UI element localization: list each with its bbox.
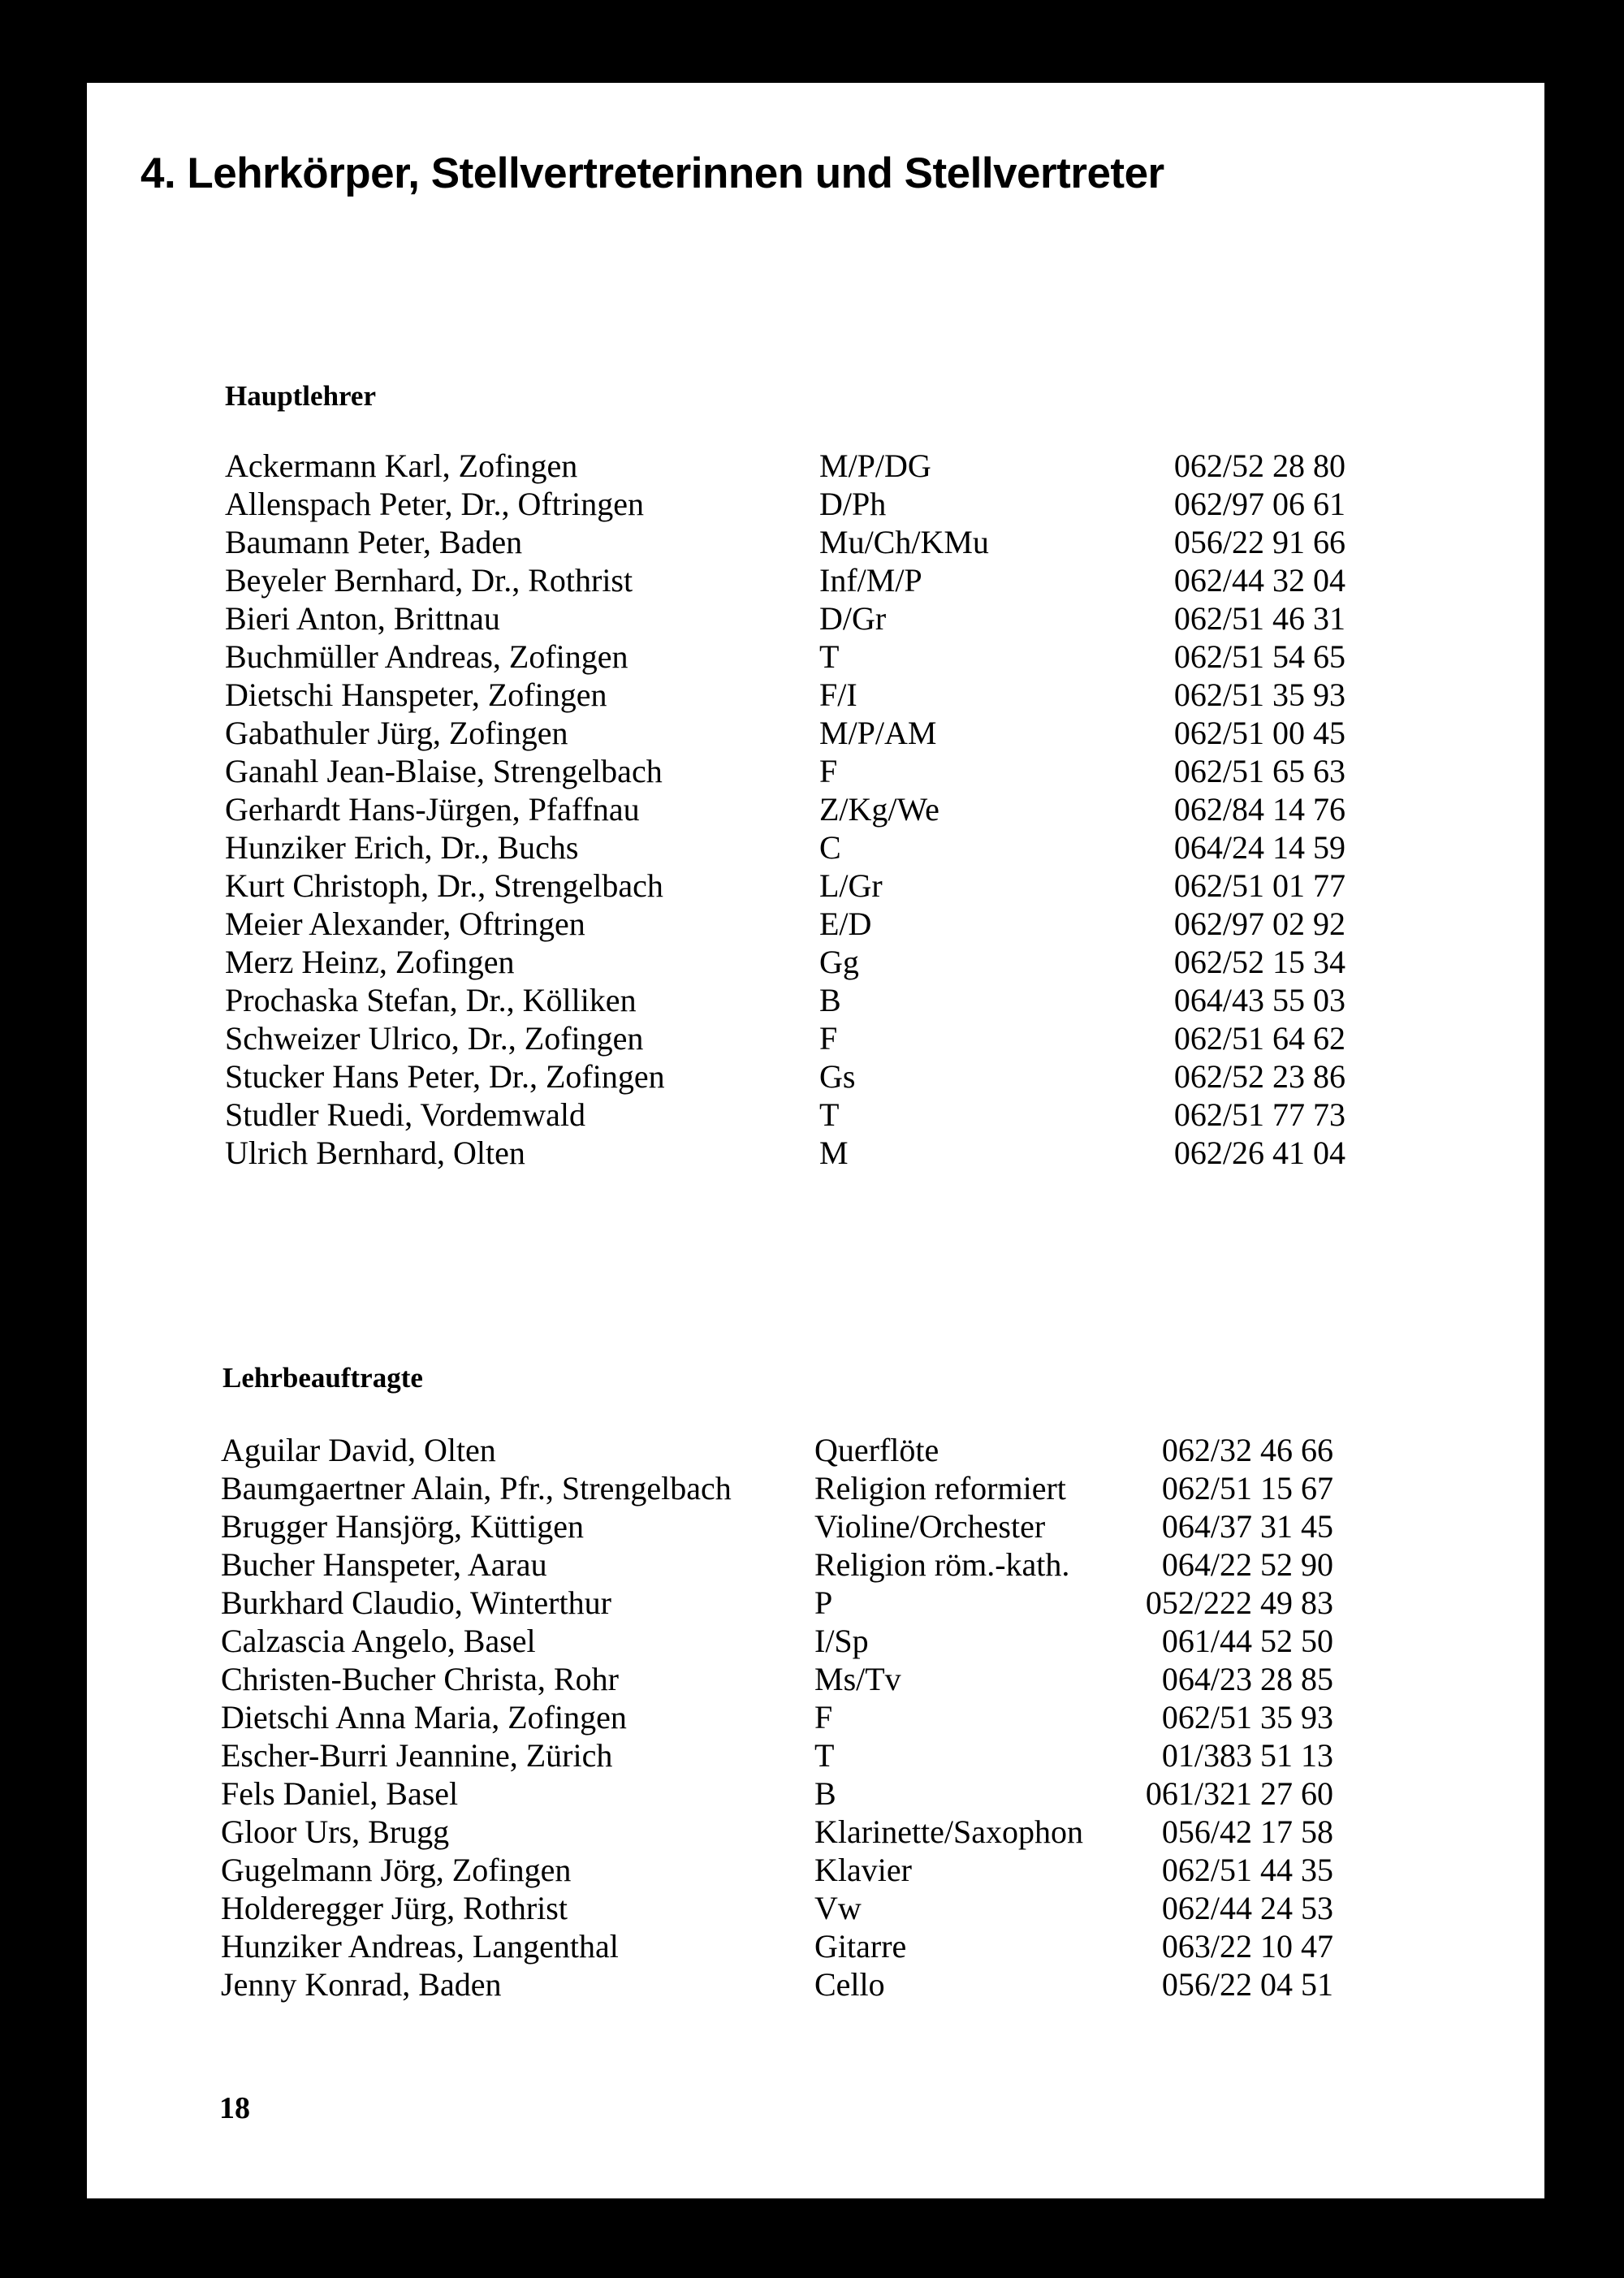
list-item bbox=[225, 943, 1345, 981]
subject-code: Violine/Orchester bbox=[814, 1508, 1046, 1545]
subject-code: Vw bbox=[814, 1890, 862, 1926]
person-name: Hunziker Erich, Dr., Buchs bbox=[225, 829, 579, 866]
phone-number: 062/97 06 61 bbox=[1173, 486, 1345, 522]
phone-number: 052/222 49 83 bbox=[1145, 1584, 1333, 1621]
subject-code: Inf/M/P bbox=[819, 562, 922, 599]
person-name: Ulrich Bernhard, Olten bbox=[225, 1135, 525, 1171]
phone-number: 062/51 77 73 bbox=[1173, 1096, 1345, 1133]
subject-code: Mu/Ch/KMu bbox=[819, 524, 989, 560]
person-name: Beyeler Bernhard, Dr., Rothrist bbox=[225, 562, 633, 599]
list-item bbox=[221, 1469, 1333, 1507]
subject-code: I/Sp bbox=[814, 1623, 869, 1659]
person-name: Merz Heinz, Zofingen bbox=[225, 944, 515, 980]
list-item bbox=[225, 447, 1345, 485]
list-item bbox=[221, 1813, 1333, 1851]
subject-code: Querflöte bbox=[814, 1432, 939, 1468]
list-item bbox=[225, 599, 1345, 638]
phone-number: 061/44 52 50 bbox=[1161, 1623, 1333, 1659]
phone-number: 062/32 46 66 bbox=[1161, 1432, 1333, 1468]
person-name: Bucher Hanspeter, Aarau bbox=[221, 1546, 547, 1583]
subject-code: Religion reformiert bbox=[814, 1470, 1066, 1506]
list-item bbox=[221, 1965, 1333, 2004]
subject-code: Religion röm.-kath. bbox=[814, 1546, 1070, 1583]
subject-code: Cello bbox=[814, 1966, 885, 2003]
subject-code: T bbox=[819, 638, 840, 675]
list-item bbox=[225, 1134, 1345, 1172]
subject-code: E/D bbox=[819, 906, 872, 942]
subject-code: M/P/DG bbox=[819, 447, 931, 484]
list-item bbox=[221, 1545, 1333, 1584]
phone-number: 062/44 32 04 bbox=[1173, 562, 1345, 599]
subject-code: T bbox=[814, 1737, 835, 1774]
subject-code: M/P/AM bbox=[819, 715, 937, 751]
list-item bbox=[221, 1660, 1333, 1698]
phone-number: 062/51 65 63 bbox=[1173, 753, 1345, 789]
subject-code: B bbox=[819, 982, 841, 1018]
phone-number: 064/23 28 85 bbox=[1161, 1661, 1333, 1697]
list-item bbox=[225, 752, 1345, 790]
list-item bbox=[221, 1698, 1333, 1736]
subject-code: F/I bbox=[819, 676, 857, 713]
phone-number: 062/51 64 62 bbox=[1173, 1020, 1345, 1057]
phone-number: 056/42 17 58 bbox=[1161, 1813, 1333, 1850]
list-item bbox=[221, 1507, 1333, 1545]
section-heading-lehrbeauftragte: Lehrbeauftragte bbox=[222, 1362, 423, 1394]
person-name: Meier Alexander, Oftringen bbox=[225, 906, 585, 942]
list-item bbox=[221, 1584, 1333, 1622]
person-name: Baumann Peter, Baden bbox=[225, 524, 523, 560]
phone-number: 061/321 27 60 bbox=[1145, 1775, 1333, 1812]
page-title: 4. Lehrkörper, Stellvertreterinnen und Stellvertreter bbox=[140, 149, 1164, 197]
phone-number: 062/51 00 45 bbox=[1173, 715, 1345, 751]
list-item bbox=[221, 1622, 1333, 1660]
phone-number: 064/22 52 90 bbox=[1161, 1546, 1333, 1583]
phone-number: 062/51 46 31 bbox=[1173, 600, 1345, 637]
subject-code: D/Gr bbox=[819, 600, 887, 637]
person-name: Prochaska Stefan, Dr., Kölliken bbox=[225, 982, 637, 1018]
person-name: Gugelmann Jörg, Zofingen bbox=[221, 1852, 572, 1888]
person-name: Gloor Urs, Brugg bbox=[221, 1813, 450, 1850]
person-name: Aguilar David, Olten bbox=[221, 1432, 496, 1468]
list-item bbox=[225, 981, 1345, 1019]
phone-number: 062/44 24 53 bbox=[1161, 1890, 1333, 1926]
list-item bbox=[225, 485, 1345, 523]
subject-code: L/Gr bbox=[819, 867, 883, 904]
hauptlehrer-list bbox=[225, 447, 1345, 1172]
person-name: Fels Daniel, Basel bbox=[221, 1775, 459, 1812]
phone-number: 062/26 41 04 bbox=[1173, 1135, 1345, 1171]
page-number: 18 bbox=[219, 2091, 250, 2125]
lehrbeauftragte-list bbox=[221, 1431, 1333, 2004]
phone-number: 062/51 44 35 bbox=[1161, 1852, 1333, 1888]
phone-number: 056/22 04 51 bbox=[1161, 1966, 1333, 2003]
list-item bbox=[221, 1927, 1333, 1965]
list-item bbox=[225, 714, 1345, 752]
subject-code: D/Ph bbox=[819, 486, 887, 522]
subject-code: B bbox=[814, 1775, 836, 1812]
phone-number: 064/37 31 45 bbox=[1161, 1508, 1333, 1545]
phone-number: 062/84 14 76 bbox=[1173, 791, 1345, 828]
phone-number: 062/97 02 92 bbox=[1173, 906, 1345, 942]
subject-code: F bbox=[819, 753, 838, 789]
subject-code: T bbox=[819, 1096, 840, 1133]
person-name: Kurt Christoph, Dr., Strengelbach bbox=[225, 867, 663, 904]
person-name: Gabathuler Jürg, Zofingen bbox=[225, 715, 568, 751]
person-name: Burkhard Claudio, Winterthur bbox=[221, 1584, 611, 1621]
list-item bbox=[225, 523, 1345, 561]
subject-code: Gg bbox=[819, 944, 859, 980]
subject-code: P bbox=[814, 1584, 833, 1621]
person-name: Allenspach Peter, Dr., Oftringen bbox=[225, 486, 645, 522]
person-name: Bieri Anton, Brittnau bbox=[225, 600, 500, 637]
phone-number: 062/51 35 93 bbox=[1173, 676, 1345, 713]
subject-code: Gitarre bbox=[814, 1928, 907, 1965]
phone-number: 063/22 10 47 bbox=[1161, 1928, 1333, 1965]
person-name: Ackermann Karl, Zofingen bbox=[225, 447, 578, 484]
person-name: Buchmüller Andreas, Zofingen bbox=[225, 638, 628, 675]
list-item bbox=[221, 1774, 1333, 1813]
subject-code: Ms/Tv bbox=[814, 1661, 901, 1697]
person-name: Ganahl Jean-Blaise, Strengelbach bbox=[225, 753, 663, 789]
list-item bbox=[225, 905, 1345, 943]
person-name: Hunziker Andreas, Langenthal bbox=[221, 1928, 619, 1965]
subject-code: C bbox=[819, 829, 841, 866]
phone-number: 062/52 15 34 bbox=[1173, 944, 1345, 980]
list-item bbox=[221, 1431, 1333, 1469]
list-item bbox=[225, 638, 1345, 676]
phone-number: 062/51 35 93 bbox=[1161, 1699, 1333, 1736]
person-name: Escher-Burri Jeannine, Zürich bbox=[221, 1737, 613, 1774]
person-name: Brugger Hansjörg, Küttigen bbox=[221, 1508, 584, 1545]
person-name: Baumgaertner Alain, Pfr., Strengelbach bbox=[221, 1470, 732, 1506]
phone-number: 01/383 51 13 bbox=[1161, 1737, 1333, 1774]
list-item bbox=[221, 1736, 1333, 1774]
list-item bbox=[225, 790, 1345, 828]
list-item bbox=[225, 561, 1345, 599]
person-name: Christen-Bucher Christa, Rohr bbox=[221, 1661, 619, 1697]
list-item bbox=[225, 1019, 1345, 1057]
person-name: Dietschi Anna Maria, Zofingen bbox=[221, 1699, 627, 1736]
phone-number: 062/51 15 67 bbox=[1161, 1470, 1333, 1506]
phone-number: 062/52 23 86 bbox=[1173, 1058, 1345, 1095]
phone-number: 062/51 54 65 bbox=[1173, 638, 1345, 675]
list-item bbox=[225, 1057, 1345, 1096]
subject-code: Z/Kg/We bbox=[819, 791, 939, 828]
person-name: Jenny Konrad, Baden bbox=[221, 1966, 502, 2003]
subject-code: F bbox=[819, 1020, 838, 1057]
person-name: Stucker Hans Peter, Dr., Zofingen bbox=[225, 1058, 665, 1095]
person-name: Schweizer Ulrico, Dr., Zofingen bbox=[225, 1020, 644, 1057]
phone-number: 062/51 01 77 bbox=[1173, 867, 1345, 904]
subject-code: M bbox=[819, 1135, 849, 1171]
subject-code: Klavier bbox=[814, 1852, 912, 1888]
section-heading-hauptlehrer: Hauptlehrer bbox=[225, 380, 377, 412]
phone-number: 064/43 55 03 bbox=[1173, 982, 1345, 1018]
subject-code: F bbox=[814, 1699, 833, 1736]
person-name: Holderegger Jürg, Rothrist bbox=[221, 1890, 568, 1926]
list-item bbox=[225, 867, 1345, 905]
person-name: Dietschi Hanspeter, Zofingen bbox=[225, 676, 607, 713]
person-name: Studler Ruedi, Vordemwald bbox=[225, 1096, 586, 1133]
list-item bbox=[225, 676, 1345, 714]
list-item bbox=[221, 1889, 1333, 1927]
person-name: Calzascia Angelo, Basel bbox=[221, 1623, 536, 1659]
phone-number: 064/24 14 59 bbox=[1173, 829, 1345, 866]
person-name: Gerhardt Hans-Jürgen, Pfaffnau bbox=[225, 791, 640, 828]
list-item bbox=[225, 828, 1345, 867]
phone-number: 056/22 91 66 bbox=[1173, 524, 1345, 560]
phone-number: 062/52 28 80 bbox=[1173, 447, 1345, 484]
subject-code: Gs bbox=[819, 1058, 856, 1095]
list-item bbox=[221, 1851, 1333, 1889]
list-item bbox=[225, 1096, 1345, 1134]
subject-code: Klarinette/Saxophon bbox=[814, 1813, 1084, 1850]
